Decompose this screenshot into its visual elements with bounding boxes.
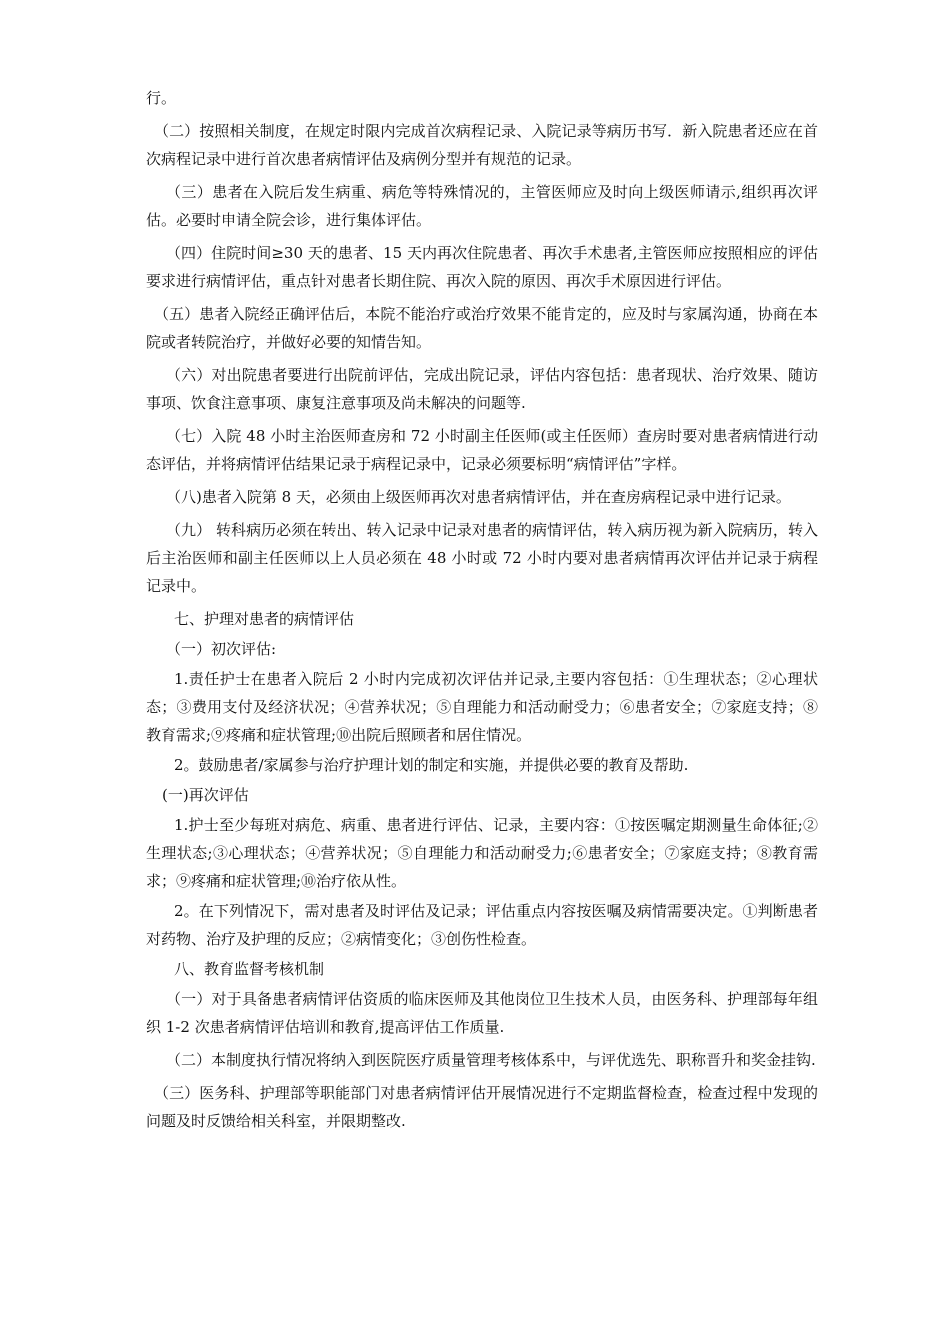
paragraph-supervision-3: （三）医务科、护理部等职能部门对患者病情评估开展情况进行不定期监督检查，检查过程中发现的问题及时反馈给相关科室，并限期整改. bbox=[146, 1084, 818, 1130]
paragraph-initial-2: 2。鼓励患者/家属参与治疗护理计划的制定和实施，并提供必要的教育及帮助. bbox=[174, 756, 689, 774]
paragraph-item-2: （二）按照相关制度，在规定时限内完成首次病程记录、入院记录等病历书写．新入院患者还应在首次病程记录中进行首次患者病情评估及病例分型并有规范的记录。 bbox=[146, 122, 818, 168]
subheading-initial-assessment: （一）初次评估: bbox=[166, 640, 277, 658]
paragraph-reassess-1: 1.护士至少每班对病危、病重、患者进行评估、记录，主要内容：①按医嘱定期测量生命体征;②生理状态;③心理状态；④营养状况；⑤自理能力和活动耐受力;⑥患者安全；⑦家庭支持；⑧教育需求；⑨疼痛和症状管理;⑩治疗依从性。 bbox=[146, 816, 818, 890]
subheading-reassessment: (一)再次评估 bbox=[162, 786, 249, 804]
paragraph-supervision-2: （二）本制度执行情况将纳入到医院医疗质量管理考核体系中，与评优选先、职称晋升和奖金挂钩. bbox=[166, 1051, 816, 1069]
paragraph-item-3: （三）患者在入院后发生病重、病危等特殊情况的，主管医师应及时向上级医师请示,组织再次评估。必要时申请全院会诊，进行集体评估。 bbox=[146, 183, 818, 229]
paragraph-item-7: （七）入院 48 小时主治医师查房和 72 小时副主任医师(或主任医师）查房时要对患者病情进行动态评估，并将病情评估结果记录于病程记录中，记录必须要标明“病情评估”字样。 bbox=[146, 427, 818, 473]
paragraph-reassess-2: 2。在下列情况下，需对患者及时评估及记录；评估重点内容按医嘱及病情需要决定。①判断患者对药物、治疗及护理的反应；②病情变化；③创伤性检查。 bbox=[146, 902, 818, 948]
paragraph-item-6: （六）对出院患者要进行出院前评估，完成出院记录，评估内容包括：患者现状、治疗效果、随访事项、饮食注意事项、康复注意事项及尚未解决的问题等. bbox=[146, 366, 818, 412]
paragraph-continuation: 行。 bbox=[146, 89, 177, 107]
paragraph-item-5: （五）患者入院经正确评估后，本院不能治疗或治疗效果不能肯定的，应及时与家属沟通，协商在本院或者转院治疗，并做好必要的知情告知。 bbox=[146, 305, 818, 351]
document-page bbox=[146, 84, 818, 1140]
paragraph-initial-1: 1.责任护士在患者入院后 2 小时内完成初次评估并记录,主要内容包括：①生理状态；②心理状态；③费用支付及经济状况；④营养状况；⑤自理能力和活动耐受力；⑥患者安全；⑦家庭支持；⑧教育需求;⑨疼痛和症状管理;⑩出院后照顾者和居住情况。 bbox=[146, 670, 818, 744]
paragraph-item-4: （四）住院时间≥30 天的患者、15 天内再次住院患者、再次手术患者,主管医师应按照相应的评估要求进行病情评估，重点针对患者长期住院、再次入院的原因、再次手术原因进行评估。 bbox=[146, 244, 818, 290]
section-heading-8: 八、教育监督考核机制 bbox=[174, 960, 325, 978]
paragraph-item-9: （九） 转科病历必须在转出、转入记录中记录对患者的病情评估，转入病历视为新入院病历，转入后主治医师和副主任医师以上人员必须在 48 小时或 72 小时内要对患者病情再次评估并记录于病程记录中。 bbox=[146, 521, 818, 595]
section-heading-7: 七、护理对患者的病情评估 bbox=[174, 610, 355, 628]
paragraph-item-8: （八)患者入院第 8 天，必须由上级医师再次对患者病情评估，并在查房病程记录中进行记录。 bbox=[166, 488, 791, 506]
paragraph-supervision-1: （一）对于具备患者病情评估资质的临床医师及其他岗位卫生技术人员，由医务科、护理部每年组织 1-2 次患者病情评估培训和教育,提高评估工作质量. bbox=[146, 990, 818, 1036]
